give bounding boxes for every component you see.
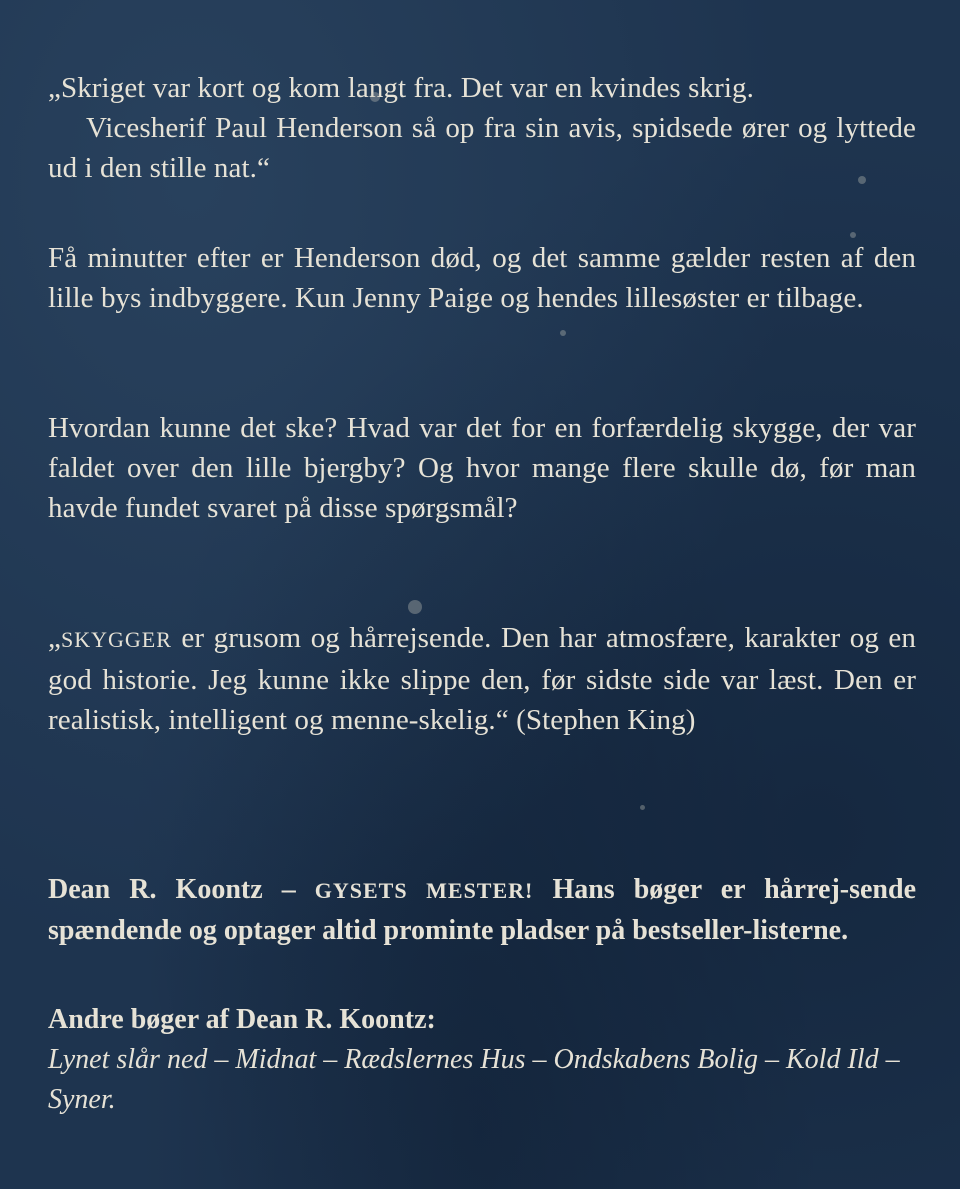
questions-paragraph: Hvordan kunne det ske? Hvad var det for en forfærdelig skygge, der var faldet over den lille bjergby? Og hvor mange flere skulle dø, før man havde fundet svaret på disse spørgsmål? xyxy=(48,412,916,524)
cover-speck xyxy=(640,805,645,810)
other-books-heading: Andre bøger af Dean R. Koontz: xyxy=(48,1004,436,1035)
synopsis-paragraph: Få minutter efter er Henderson død, og det samme gælder resten af den lille bys indbyggere. Kun Jenny Paige og hendes lillesøster er tilbage. xyxy=(48,242,916,314)
intro-line-1: „Skriget var kort og kom langt fra. Det var en kvindes skrig. xyxy=(48,72,754,104)
other-books-list: Lynet slår ned – Midnat – Rædslernes Hus – Ondskabens Bolig – Kold Ild – Syner. xyxy=(48,1044,900,1115)
intro-quote xyxy=(48,68,916,188)
intro-line-2: Vicesherif Paul Henderson så op fra sin avis, spidsede ører og lyttede ud i den stille nat.“ xyxy=(48,112,916,184)
author-text: Hans bøger er hårrej-sende spændende og optager altid prominte pladser på bestseller-listerne. xyxy=(48,874,917,946)
cover-speck xyxy=(858,176,866,184)
review-text: er grusom og hårrejsende. Den har atmosfære, karakter og en god historie. Jeg kunne ikke slippe den, før sidste side var læst. Den er realistisk, intelligent og menne-skelig.“ (Stephen King) xyxy=(48,622,916,736)
book-title: SKYGGER xyxy=(60,627,172,652)
author-name: Dean R. Koontz – xyxy=(48,874,296,905)
review-quote xyxy=(48,618,916,740)
author-tagline: GYSETS MESTER! xyxy=(314,878,534,903)
author-blurb xyxy=(48,870,916,951)
cover-speck xyxy=(850,232,856,238)
quote-open-mark: „ xyxy=(48,622,61,654)
cover-speck xyxy=(560,330,566,336)
cover-speck xyxy=(408,600,422,614)
cover-speck xyxy=(370,92,380,102)
